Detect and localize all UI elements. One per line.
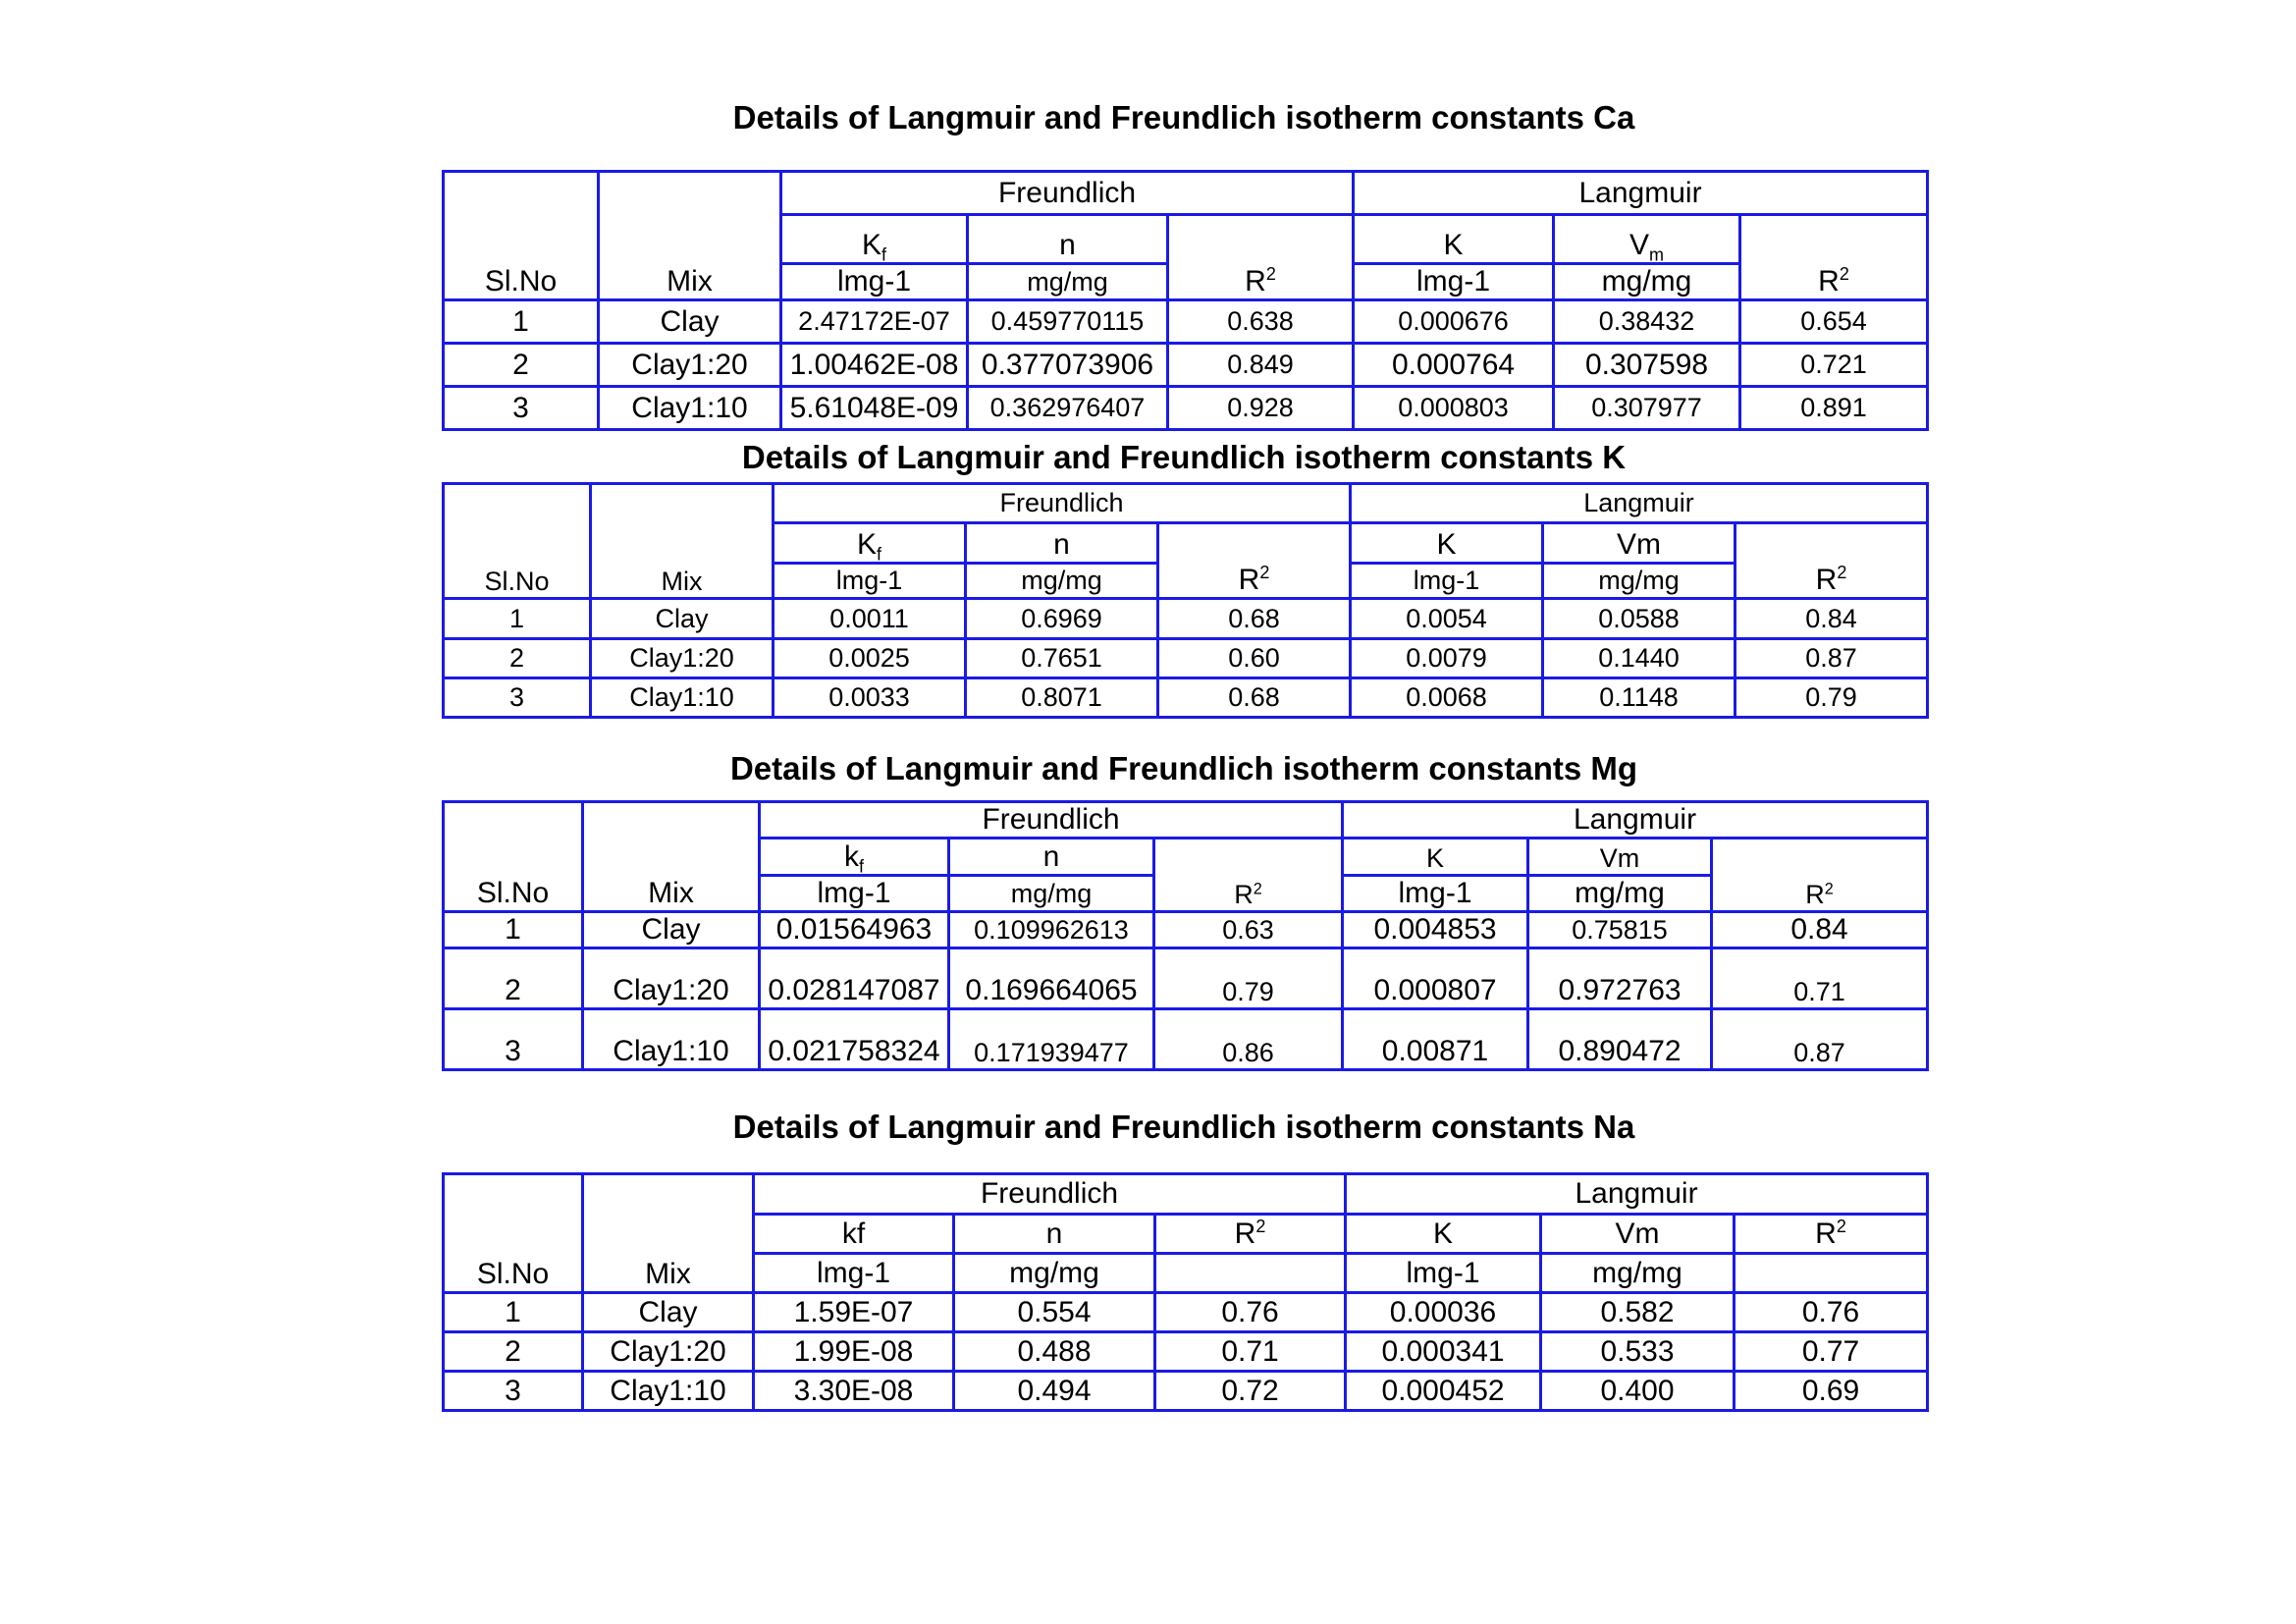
cell-k: 0.000452 [1346, 1372, 1541, 1411]
cell-slno: 3 [444, 387, 599, 430]
cell-kf: 5.61048E-09 [781, 387, 968, 430]
header-slno: Sl.No [444, 172, 599, 300]
cell-k: 0.00871 [1343, 1009, 1528, 1070]
header-kf: $k_f$ [760, 839, 949, 876]
cell-kf: 1.59E-07 [754, 1293, 954, 1332]
cell-slno: 3 [444, 1009, 583, 1070]
header-vm: $V_m$ [1554, 215, 1740, 264]
cell-k: 0.000676 [1354, 300, 1554, 344]
cell-kf: 0.0025 [774, 639, 966, 678]
unit-n: mg/mg [966, 564, 1158, 599]
table-row [444, 948, 1928, 1009]
header-r2-freundlich: $R^2$ [1158, 523, 1351, 599]
cell-r2-freundlich: 0.79 [1154, 948, 1343, 1009]
cell-r2-langmuir: 0.79 [1735, 678, 1928, 718]
cell-k: 0.0079 [1351, 639, 1543, 678]
cell-slno: 2 [444, 344, 599, 387]
cell-k: 0.000341 [1346, 1332, 1541, 1372]
cell-mix: Clay [583, 912, 760, 948]
cell-vm: 0.1440 [1543, 639, 1735, 678]
cell-k: 0.000764 [1354, 344, 1554, 387]
header-langmuir: Langmuir [1343, 802, 1928, 839]
unit-k: lmg-1 [1346, 1254, 1541, 1293]
cell-r2-freundlich: 0.849 [1168, 344, 1354, 387]
cell-k: 0.0054 [1351, 599, 1543, 639]
cell-r2-langmuir: 0.84 [1735, 599, 1928, 639]
header-r2-langmuir: $R^2$ [1735, 523, 1928, 599]
header-mix: Mix [583, 1174, 754, 1293]
cell-slno: 3 [444, 1372, 583, 1411]
unit-k: lmg-1 [1351, 564, 1543, 599]
section-title: Details of Langmuir and Freundlich isotherm constants Na [732, 1109, 1635, 1145]
table-row [444, 344, 1928, 387]
unit-vm: mg/mg [1528, 876, 1712, 912]
header-k: K [1343, 839, 1528, 876]
cell-vm: 0.75815 [1528, 912, 1712, 948]
isotherm-table-mg [442, 800, 1929, 1071]
header-langmuir: Langmuir [1346, 1174, 1928, 1215]
cell-vm: 0.582 [1541, 1293, 1735, 1332]
table-row [444, 912, 1928, 948]
cell-r2-langmuir: 0.69 [1735, 1372, 1928, 1411]
section-title: Details of Langmuir and Freundlich isotherm constants K [741, 439, 1627, 475]
unit-kf: lmg-1 [781, 264, 968, 300]
header-r2-langmuir: $R^2$ [1712, 839, 1928, 912]
cell-n: 0.109962613 [949, 912, 1154, 948]
cell-slno: 2 [444, 948, 583, 1009]
cell-mix: Clay1:20 [591, 639, 774, 678]
cell-r2-langmuir: 0.77 [1735, 1332, 1928, 1372]
cell-vm: 0.307598 [1554, 344, 1740, 387]
header-slno: Sl.No [444, 1174, 583, 1293]
cell-mix: Clay [599, 300, 781, 344]
cell-mix: Clay1:20 [599, 344, 781, 387]
cell-r2-langmuir: 0.87 [1712, 1009, 1928, 1070]
cell-vm: 0.307977 [1554, 387, 1740, 430]
table-row [444, 1332, 1928, 1372]
cell-mix: Clay1:10 [591, 678, 774, 718]
cell-kf: 2.47172E-07 [781, 300, 968, 344]
cell-kf: 0.0011 [774, 599, 966, 639]
cell-vm: 0.890472 [1528, 1009, 1712, 1070]
header-k: K [1351, 523, 1543, 564]
unit-vm: mg/mg [1554, 264, 1740, 300]
unit-n: mg/mg [968, 264, 1168, 300]
cell-r2-langmuir: 0.71 [1712, 948, 1928, 1009]
table-row [444, 1009, 1928, 1070]
cell-mix: Clay1:10 [583, 1372, 754, 1411]
header-slno: Sl.No [444, 484, 591, 599]
cell-r2-langmuir: 0.87 [1735, 639, 1928, 678]
cell-r2-langmuir: 0.654 [1740, 300, 1928, 344]
cell-n: 0.494 [954, 1372, 1155, 1411]
cell-kf: 0.028147087 [760, 948, 949, 1009]
cell-vm: 0.0588 [1543, 599, 1735, 639]
cell-n: 0.7651 [966, 639, 1158, 678]
cell-mix: Clay1:20 [583, 948, 760, 1009]
cell-vm: 0.533 [1541, 1332, 1735, 1372]
header-r2-freundlich: $R^2$ [1168, 215, 1354, 300]
cell-r2-freundlich: 0.71 [1155, 1332, 1346, 1372]
cell-r2-freundlich: 0.68 [1158, 599, 1351, 639]
cell-slno: 3 [444, 678, 591, 718]
cell-vm: 0.38432 [1554, 300, 1740, 344]
cell-r2-freundlich: 0.63 [1154, 912, 1343, 948]
unit-kf: lmg-1 [774, 564, 966, 599]
cell-mix: Clay1:20 [583, 1332, 754, 1372]
section-title: Details of Langmuir and Freundlich isotherm constants Ca [732, 99, 1635, 135]
cell-slno: 2 [444, 639, 591, 678]
unit-k: lmg-1 [1343, 876, 1528, 912]
unit-vm: mg/mg [1543, 564, 1735, 599]
cell-r2-freundlich: 0.68 [1158, 678, 1351, 718]
table-row [444, 1372, 1928, 1411]
header-r2-langmuir: $R^2$ [1740, 215, 1928, 300]
header-mix: Mix [583, 802, 760, 912]
header-freundlich: Freundlich [760, 802, 1343, 839]
cell-vm: 0.972763 [1528, 948, 1712, 1009]
header-mix: Mix [599, 172, 781, 300]
cell-r2-freundlich: 0.60 [1158, 639, 1351, 678]
cell-r2-freundlich: 0.86 [1154, 1009, 1343, 1070]
section-title: Details of Langmuir and Freundlich isotherm constants Mg [729, 750, 1638, 786]
cell-r2-langmuir: 0.721 [1740, 344, 1928, 387]
header-r2-langmuir: $R^2$ [1735, 1215, 1928, 1254]
unit-kf: lmg-1 [760, 876, 949, 912]
isotherm-table-k [442, 482, 1929, 719]
cell-slno: 2 [444, 1332, 583, 1372]
cell-kf: 0.01564963 [760, 912, 949, 948]
cell-mix: Clay1:10 [599, 387, 781, 430]
cell-r2-freundlich: 0.72 [1155, 1372, 1346, 1411]
cell-kf: 0.0033 [774, 678, 966, 718]
header-kf: $K_f$ [781, 215, 968, 264]
cell-n: 0.488 [954, 1332, 1155, 1372]
isotherm-table-ca [442, 170, 1929, 431]
header-r2-freundlich: $R^2$ [1155, 1215, 1346, 1254]
header-kf: kf [754, 1215, 954, 1254]
header-vm: Vm [1541, 1215, 1735, 1254]
cell-n: 0.362976407 [968, 387, 1168, 430]
cell-r2-langmuir: 0.76 [1735, 1293, 1928, 1332]
table-row [444, 599, 1928, 639]
cell-n: 0.6969 [966, 599, 1158, 639]
cell-kf: 1.99E-08 [754, 1332, 954, 1372]
table-row [444, 678, 1928, 718]
cell-slno: 1 [444, 1293, 583, 1332]
cell-kf: 1.00462E-08 [781, 344, 968, 387]
cell-k: 0.0068 [1351, 678, 1543, 718]
header-vm: Vm [1528, 839, 1712, 876]
table-row [444, 1293, 1928, 1332]
cell-r2-freundlich: 0.638 [1168, 300, 1354, 344]
cell-n: 0.171939477 [949, 1009, 1154, 1070]
cell-vm: 0.1148 [1543, 678, 1735, 718]
cell-r2-freundlich: 0.928 [1168, 387, 1354, 430]
cell-k: 0.004853 [1343, 912, 1528, 948]
cell-r2-langmuir: 0.891 [1740, 387, 1928, 430]
cell-n: 0.554 [954, 1293, 1155, 1332]
cell-mix: Clay [583, 1293, 754, 1332]
header-slno: Sl.No [444, 802, 583, 912]
header-langmuir: Langmuir [1351, 484, 1928, 523]
isotherm-table-na [442, 1172, 1929, 1412]
header-kf: $K_f$ [774, 523, 966, 564]
cell-k: 0.000803 [1354, 387, 1554, 430]
cell-k: 0.000807 [1343, 948, 1528, 1009]
cell-n: 0.459770115 [968, 300, 1168, 344]
header-freundlich: Freundlich [781, 172, 1354, 215]
cell-n: 0.377073906 [968, 344, 1168, 387]
cell-kf: 3.30E-08 [754, 1372, 954, 1411]
unit-n: mg/mg [949, 876, 1154, 912]
cell-k: 0.00036 [1346, 1293, 1541, 1332]
cell-r2-freundlich: 0.76 [1155, 1293, 1346, 1332]
cell-r2-langmuir: 0.84 [1712, 912, 1928, 948]
header-n: n [966, 523, 1158, 564]
cell-kf: 0.021758324 [760, 1009, 949, 1070]
table-row [444, 300, 1928, 344]
cell-slno: 1 [444, 599, 591, 639]
unit-kf: lmg-1 [754, 1254, 954, 1293]
cell-n: 0.169664065 [949, 948, 1154, 1009]
table-row [444, 387, 1928, 430]
header-r2-freundlich: $R^2$ [1154, 839, 1343, 912]
cell-mix: Clay1:10 [583, 1009, 760, 1070]
cell-mix: Clay [591, 599, 774, 639]
cell-n: 0.8071 [966, 678, 1158, 718]
unit-r2-langmuir-empty [1735, 1254, 1928, 1293]
unit-vm: mg/mg [1541, 1254, 1735, 1293]
header-n: n [968, 215, 1168, 264]
header-freundlich: Freundlich [774, 484, 1351, 523]
header-vm: Vm [1543, 523, 1735, 564]
cell-vm: 0.400 [1541, 1372, 1735, 1411]
header-langmuir: Langmuir [1354, 172, 1928, 215]
cell-slno: 1 [444, 300, 599, 344]
unit-n: mg/mg [954, 1254, 1155, 1293]
header-k: K [1354, 215, 1554, 264]
table-row [444, 639, 1928, 678]
header-k: K [1346, 1215, 1541, 1254]
header-n: n [949, 839, 1154, 876]
header-mix: Mix [591, 484, 774, 599]
header-freundlich: Freundlich [754, 1174, 1346, 1215]
cell-slno: 1 [444, 912, 583, 948]
unit-r2-freundlich-empty [1155, 1254, 1346, 1293]
header-n: n [954, 1215, 1155, 1254]
unit-k: lmg-1 [1354, 264, 1554, 300]
